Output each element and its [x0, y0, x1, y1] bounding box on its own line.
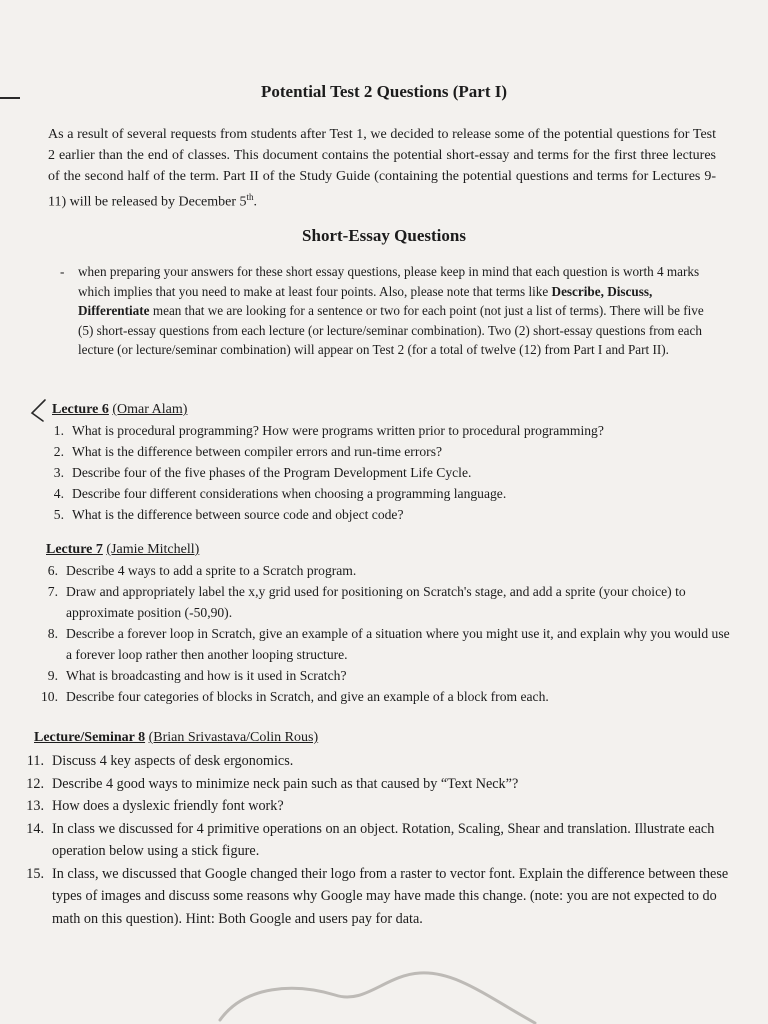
question-number: 1.	[53, 423, 64, 438]
lecture-6-title: Lecture 6	[52, 402, 109, 417]
question-number: 3.	[53, 465, 64, 480]
lecture-8-presenter: (Brian Srivastava/Colin Rous)	[148, 730, 319, 745]
question-number: 4.	[53, 486, 64, 501]
section-title: Short-Essay Questions	[302, 226, 466, 245]
question-text: In class we discussed for 4 primitive operations on an object. Rotation, Scaling, Shear and translation. Illustrate each operation below using a stick figure.	[52, 820, 715, 859]
question-item	[38, 686, 730, 707]
lecture-7-heading	[46, 542, 199, 558]
question-text: Discuss 4 key aspects of desk ergonomics.	[52, 753, 294, 769]
question-number: 14.	[26, 820, 44, 837]
question-number: 13.	[26, 798, 44, 814]
page-title: Potential Test 2 Questions (Part I)	[260, 82, 508, 101]
question-text: How does a dyslexic friendly font work?	[52, 798, 284, 814]
lecture-7-questions	[38, 560, 730, 707]
question-item	[24, 773, 740, 796]
question-number: 6.	[47, 563, 58, 578]
question-item	[24, 863, 740, 931]
question-item	[44, 483, 724, 504]
lecture-8-heading	[34, 730, 318, 746]
question-item	[38, 581, 730, 623]
instructions-dash: -	[60, 264, 65, 279]
question-text: Describe four categories of blocks in Scratch, and give an example of a block from each.	[66, 689, 549, 704]
question-text: Describe 4 ways to add a sprite to a Scratch program.	[66, 563, 357, 578]
intro-text: As a result of several requests from students after Test 1, we decided to release some of the potential questions for Test 2 earlier than the end of classes. This document contains the potential short-essay and terms for the first three lectures of the second half of the term. Part II of the Study Guide (containing the potential questions and terms for Lectures 9-11) will be released by December 5	[48, 127, 716, 210]
question-item	[38, 560, 730, 581]
intro-superscript: th	[246, 192, 254, 202]
question-number: 8.	[47, 626, 58, 641]
lecture-8-title: Lecture/Seminar 8	[34, 730, 146, 745]
question-text: Describe 4 good ways to minimize neck pain such as that caused by “Text Neck”?	[52, 775, 519, 792]
instructions-part-a: when preparing your answers for these short essay questions, please keep in mind that each question is worth 4 marks which implies that you need to make at least four points. Also, please note that terms like	[78, 264, 700, 299]
lecture-6-heading	[52, 402, 187, 418]
question-text: What is the difference between compiler errors and run-time errors?	[72, 444, 443, 459]
question-text: What is the difference between source code and object code?	[72, 507, 404, 522]
lecture-8-questions	[24, 750, 740, 930]
question-number: 12.	[26, 775, 44, 792]
question-item	[44, 462, 724, 483]
lecture-7-presenter: (Jamie Mitchell)	[106, 542, 200, 557]
lecture-6-questions	[44, 420, 724, 525]
intro-paragraph	[48, 124, 716, 213]
question-number: 15.	[26, 865, 44, 882]
lecture-6-presenter: (Omar Alam)	[112, 402, 188, 417]
instructions-text	[60, 262, 710, 360]
question-number: 10.	[41, 689, 58, 704]
question-text: Describe a forever loop in Scratch, give an example of a situation where you might use it, and explain why you would use a forever loop rather then another looping structure.	[66, 626, 730, 662]
question-text: What is broadcasting and how is it used in Scratch?	[66, 668, 347, 683]
question-item	[38, 623, 730, 665]
pencil-scribble	[215, 965, 545, 1024]
instructions-part-b: mean that we are looking for a sentence or two for each point (not just a list of terms). There will be five (5) short-essay questions from each lecture (or lecture/seminar combination). Two (2) short-essay questions from each lecture (or lecture/seminar combination) will appear on Test 2 (for a total of twelve (12) from Part I and Part II).	[78, 303, 704, 357]
instructions-keywords: Describe, Discuss, Differentiate	[78, 283, 653, 318]
question-item	[38, 665, 730, 686]
instructions-paragraph	[60, 262, 710, 360]
question-item	[44, 420, 724, 441]
question-item	[44, 441, 724, 462]
question-item	[24, 818, 740, 863]
question-number: 7.	[47, 584, 58, 599]
question-text: What is procedural programming? How were programs written prior to procedural programming?	[72, 423, 604, 438]
question-number: 9.	[47, 668, 58, 683]
question-text: Describe four different considerations when choosing a programming language.	[72, 486, 507, 501]
question-number: 11.	[26, 753, 44, 769]
intro-end: .	[253, 194, 258, 210]
question-text: Describe four of the five phases of the Program Development Life Cycle.	[72, 465, 472, 480]
lecture-7-title: Lecture 7	[46, 542, 103, 557]
question-item	[44, 504, 724, 525]
question-item	[24, 795, 740, 818]
question-number: 2.	[53, 444, 64, 459]
question-text: In class, we discussed that Google changed their logo from a raster to vector font. Explain the difference between these types of images and discuss some reasons why Google may have made this change. (note: you are not expected to do math on this question). Hint: Both Google and users pay for data.	[52, 865, 729, 927]
question-text: Draw and appropriately label the x,y grid used for positioning on Scratch's stage, and add a sprite (your choice) to approximate position (-50,90).	[66, 584, 686, 620]
question-item	[24, 750, 740, 773]
question-number: 5.	[53, 507, 64, 522]
